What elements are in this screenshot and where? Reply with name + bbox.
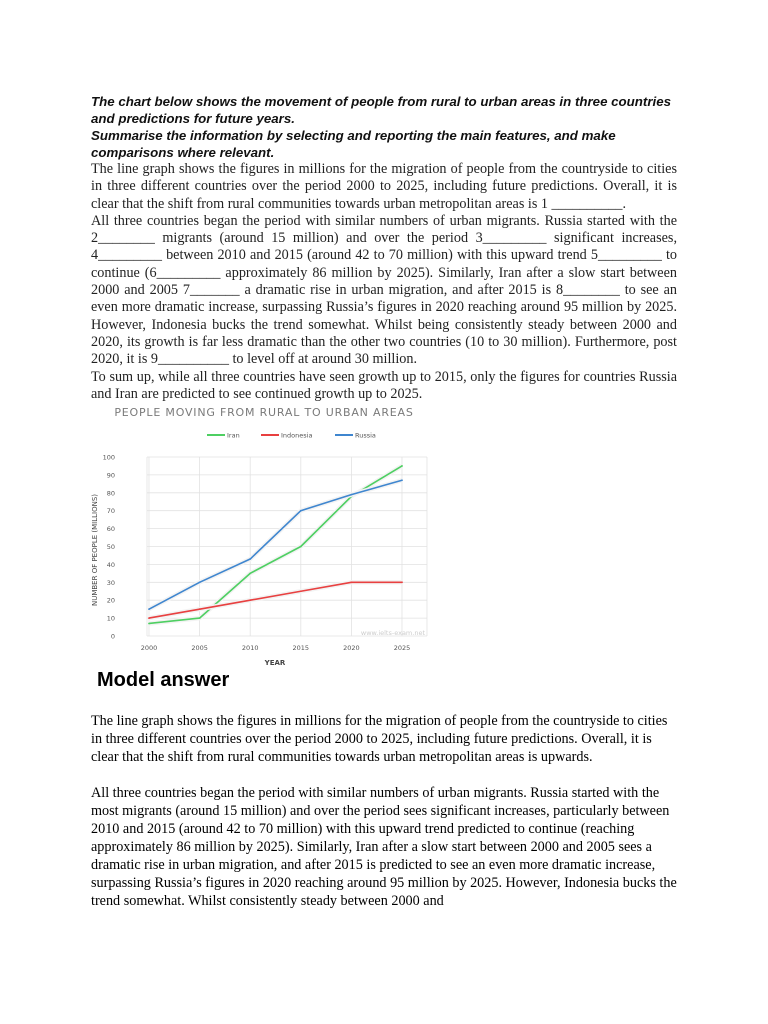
series-russia-point <box>199 581 201 583</box>
line-chart-svg <box>89 402 439 672</box>
chart-x-axis-label: YEAR <box>264 659 286 667</box>
model-paragraph-1: The line graph shows the figures in millions for the migration of people from the countryside to cities in three different countries over the period 2000 to 2025, including future predictions. Overall, it is clear that the shift from rural communities towards urban metropolitan areas is upwards. <box>91 713 668 765</box>
series-russia-point <box>300 510 302 512</box>
y-tick-label: 90 <box>106 471 115 480</box>
y-tick-label: 30 <box>106 578 115 587</box>
chart-x-ticks <box>141 644 411 652</box>
series-iran-point <box>199 617 201 619</box>
task-prompt-2: Summarise the information by selecting and reporting the main features, and make comparisons where relevant. <box>91 128 616 160</box>
y-tick-label: 80 <box>106 489 115 498</box>
series-russia-point <box>401 479 403 481</box>
y-tick-label: 40 <box>106 560 115 569</box>
y-tick-label: 20 <box>106 596 115 605</box>
y-tick-label: 100 <box>102 453 115 462</box>
chart-y-ticks <box>103 454 115 641</box>
series-iran-point <box>401 465 403 467</box>
legend-russia-label: Russia <box>355 431 376 440</box>
series-russia-point <box>148 608 150 610</box>
series-indonesia-point <box>199 608 201 610</box>
legend-iran-label: Iran <box>227 431 240 440</box>
exercise-paragraph-2: All three countries began the period with similar numbers of urban migrants. Russia started with the 2________ migrants (around 15 million) and over the period 3_________ significant increases, 4_________ between 2010 and 2015 (around 42 to 70 million) with this upward trend 5_________ to continue (6_________ approximately 86 million by 2025). Similarly, Iran after a slow start between 2000 and 2005 7_______ a dramatic rise in urban migration, and after 2015 is 8________ to see an even more dramatic increase, surpassing Russia’s figures in 2020 reaching around 95 million by 2025. However, Indonesia bucks the trend somewhat. Whilst being consistently steady between 2000 and 2020, its growth is far less dramatic than the other two countries (10 to 30 million). Furthermore, post 2020, it is 9__________ to level off at around 30 million. <box>91 212 677 368</box>
x-tick-label: 2015 <box>292 644 310 652</box>
chart-legend <box>207 432 376 440</box>
series-iran-point <box>249 572 251 574</box>
y-tick-label: 70 <box>106 507 115 516</box>
exercise-section <box>91 93 677 403</box>
x-tick-label: 2005 <box>191 644 208 652</box>
series-indonesia-point <box>351 581 353 583</box>
y-tick-label: 10 <box>106 614 115 623</box>
series-russia-point <box>351 494 353 496</box>
series-iran-point <box>148 623 150 625</box>
chart-watermark: www.ielts-exam.net <box>360 629 425 637</box>
line-chart <box>89 402 439 672</box>
series-iran-point <box>300 546 302 548</box>
series-indonesia-point <box>249 599 251 601</box>
chart-title: PEOPLE MOVING FROM RURAL TO URBAN AREAS <box>114 406 414 419</box>
exercise-paragraph-3: To sum up, while all three countries have seen growth up to 2015, only the figures for countries Russia and Iran are predicted to see continued growth up to 2025. <box>91 368 677 402</box>
model-answer-heading: Model answer <box>97 669 230 691</box>
series-indonesia-point <box>300 590 302 592</box>
x-tick-label: 2025 <box>393 644 411 652</box>
series-russia-line <box>149 480 402 609</box>
series-russia-point <box>249 558 251 560</box>
x-tick-label: 2020 <box>343 644 360 652</box>
x-tick-label: 2000 <box>140 644 158 652</box>
exercise-paragraph-1: The line graph shows the figures in millions for the migration of people from the countryside to cities in three different countries over the period 2000 to 2025, including future predictions. Overall, it is clear that the shift from rural communities towards urban metropolitan areas is 1 __________. <box>91 161 677 212</box>
y-tick-label: 60 <box>106 525 115 534</box>
model-answer-section <box>91 712 677 928</box>
legend-indonesia-label: Indonesia <box>281 431 313 440</box>
y-tick-label: 0 <box>110 632 115 641</box>
series-indonesia-point <box>401 581 403 583</box>
task-prompt-1: The chart below shows the movement of people from rural to urban areas in three countries and predictions for future years. <box>91 94 672 126</box>
y-tick-label: 50 <box>106 543 115 551</box>
series-indonesia-point <box>148 617 150 619</box>
x-tick-label: 2010 <box>241 644 259 652</box>
chart-y-axis-label: NUMBER OF PEOPLE (MILLIONS) <box>91 493 99 607</box>
model-paragraph-2: All three countries began the period with similar numbers of urban migrants. Russia started with the most migrants (around 15 million) and over the period sees significant increases, particularly between 2010 and 2015 (around 42 to 70 million) with this upward trend predicted to continue (reaching approximately 86 million by 2025). Similarly, Iran after a slow start between 2000 and 2005 sees a dramatic rise in urban migration, and after 2015 is predicted to see an even more dramatic increase, surpassing Russia’s figures in 2020 reaching around 95 million by 2025. However, Indonesia bucks the trend somewhat. Whilst consistently steady between 2000 and <box>91 785 677 909</box>
